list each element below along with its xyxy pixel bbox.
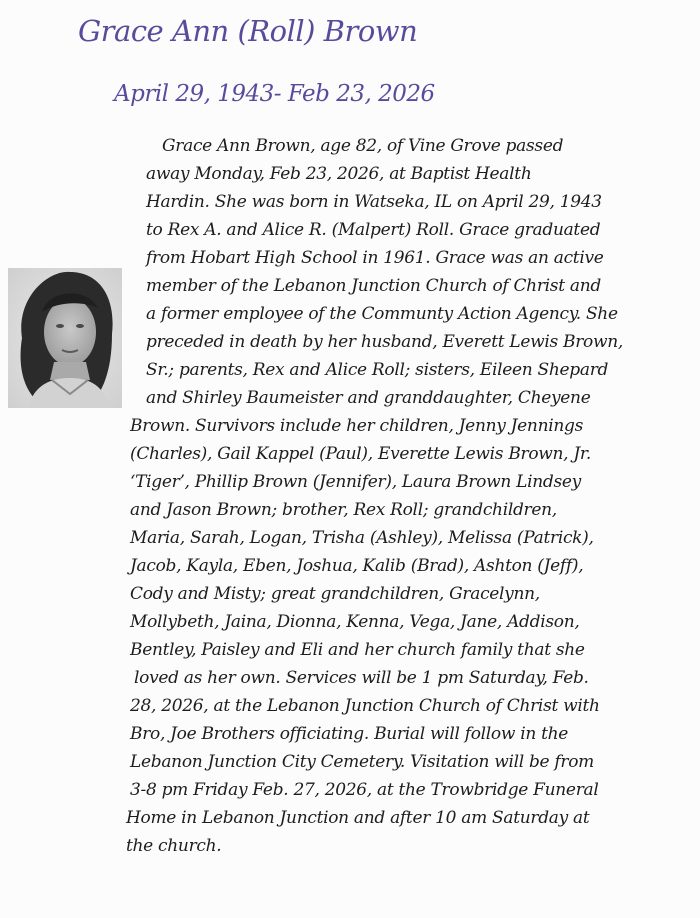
body-line: Sr.; parents, Rex and Alice Roll; sisters, Eileen Shepard bbox=[146, 360, 609, 380]
body-line: (Charles), Gail Kappel (Paul), Everette Lewis Brown, Jr. bbox=[130, 444, 591, 464]
body-line: Bentley, Paisley and Eli and her church family that she bbox=[130, 640, 585, 660]
obituary-dates: April 29, 1943- Feb 23, 2026 bbox=[114, 81, 435, 107]
body-line: Cody and Misty; great grandchildren, Gracelynn, bbox=[130, 584, 540, 604]
body-line: ‘Tiger’, Phillip Brown (Jennifer), Laura Brown Lindsey bbox=[130, 472, 581, 492]
obituary-name-heading: Grace Ann (Roll) Brown bbox=[78, 14, 418, 48]
portrait-photo bbox=[8, 268, 122, 408]
body-line: Hardin. She was born in Watseka, IL on April 29, 1943 bbox=[146, 192, 602, 212]
body-line: Brown. Survivors include her children, Jenny Jennings bbox=[130, 416, 584, 436]
body-line: Grace Ann Brown, age 82, of Vine Grove passed bbox=[162, 136, 564, 156]
body-line: away Monday, Feb 23, 2026, at Baptist Health bbox=[146, 164, 532, 184]
body-line: 28, 2026, at the Lebanon Junction Church of Christ with bbox=[130, 696, 600, 716]
body-line: and Jason Brown; brother, Rex Roll; grandchildren, bbox=[130, 500, 557, 520]
body-line: the church. bbox=[126, 836, 222, 856]
body-line: to Rex A. and Alice R. (Malpert) Roll. Grace graduated bbox=[146, 220, 601, 240]
body-line: member of the Lebanon Junction Church of Christ and bbox=[146, 276, 601, 296]
body-line: and Shirley Baumeister and granddaughter, Cheyene bbox=[146, 388, 591, 408]
body-line: Jacob, Kayla, Eben, Joshua, Kalib (Brad), Ashton (Jeff), bbox=[130, 556, 584, 576]
body-line: a former employee of the Communty Action Agency. She bbox=[146, 304, 618, 324]
body-line: Lebanon Junction City Cemetery. Visitation will be from bbox=[130, 752, 594, 772]
body-line: loved as her own. Services will be 1 pm Saturday, Feb. bbox=[134, 668, 589, 688]
body-line: Home in Lebanon Junction and after 10 am Saturday at bbox=[126, 808, 590, 828]
body-line: preceded in death by her husband, Everett Lewis Brown, bbox=[146, 332, 623, 352]
body-line: 3-8 pm Friday Feb. 27, 2026, at the Trowbridge Funeral bbox=[130, 780, 599, 800]
body-line: Bro, Joe Brothers officiating. Burial will follow in the bbox=[130, 724, 569, 744]
portrait-image bbox=[8, 268, 122, 408]
body-line: Mollybeth, Jaina, Dionna, Kenna, Vega, Jane, Addison, bbox=[130, 612, 580, 632]
body-line: Maria, Sarah, Logan, Trisha (Ashley), Melissa (Patrick), bbox=[130, 528, 594, 548]
body-line: from Hobart High School in 1961. Grace was an active bbox=[146, 248, 604, 268]
